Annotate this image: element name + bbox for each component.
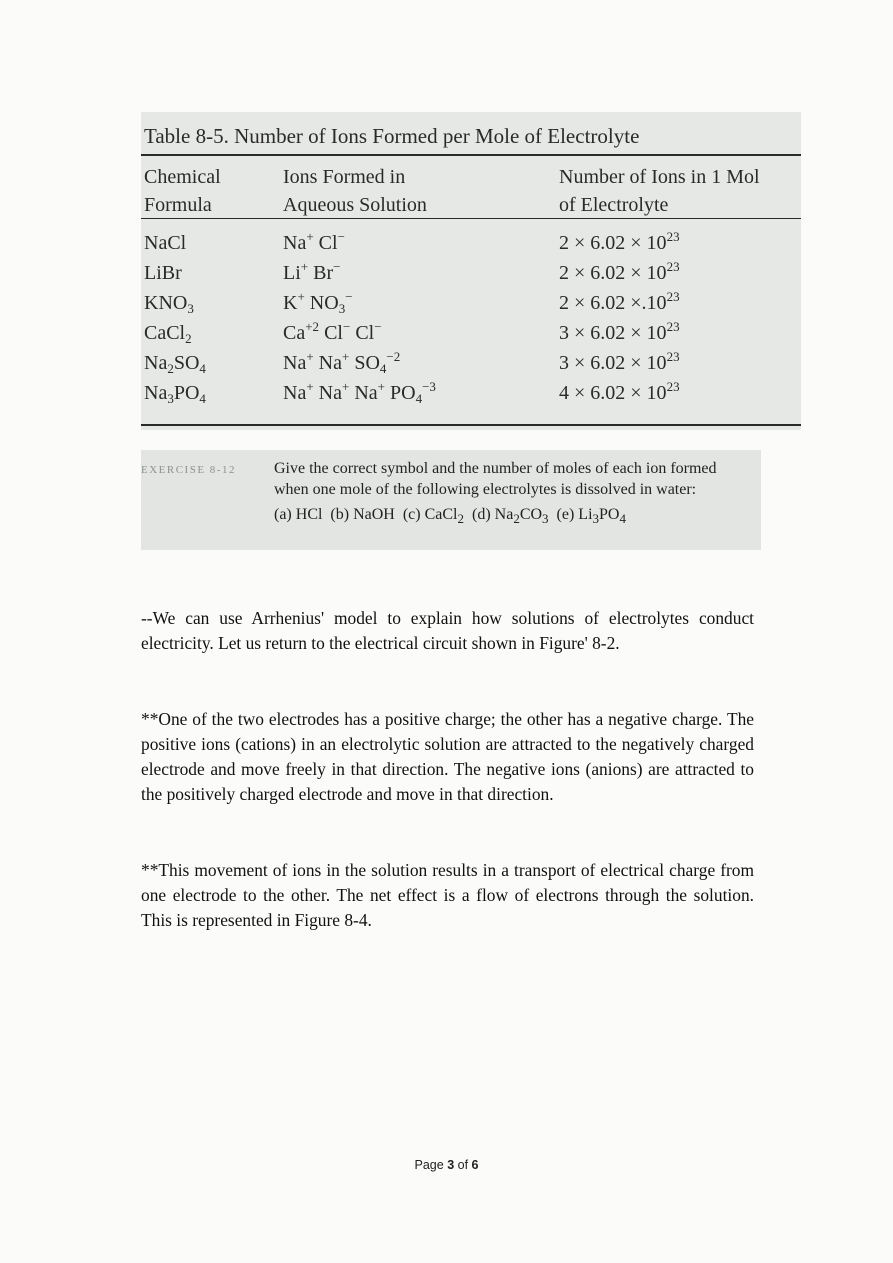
cell-number: $3 \times 6.02 \times 10^{23}$ (559, 319, 680, 344)
header-number-of-ions (559, 163, 760, 219)
table-header-rule (141, 218, 801, 219)
table-8-5 (141, 112, 801, 430)
cell-number: $2 \times 6.02 \times.10^{23}$ (559, 289, 680, 314)
cell-formula: CaCl$_2$ (144, 322, 192, 346)
page-number (0, 1158, 893, 1172)
cell-ions: Li+ Br− (283, 259, 341, 284)
exercise-question: Give the correct symbol and the number of moles of each ion formed when one mole of the following electrolytes is dissolved in water: (274, 460, 717, 498)
cell-number: $3 \times 6.02 \times 10^{23}$ (559, 349, 680, 374)
header-line: Ions Formed in (283, 166, 406, 188)
header-line: Aqueous Solution (283, 194, 427, 216)
table-row (141, 229, 801, 261)
header-line: Number of Ions in 1 Mol (559, 166, 760, 188)
cell-ions: Na+ Cl− (283, 229, 345, 254)
header-line: Formula (144, 194, 212, 216)
cell-formula: LiBr (144, 262, 182, 284)
paragraph-arrhenius: --We can use Arrhenius' model to explain how solutions of electrolytes conduct electricity. Let us return to the electrical circuit shown in Figure' 8-2. (141, 608, 754, 653)
header-line: of Electrolyte (559, 194, 669, 216)
exercise-box (141, 450, 761, 550)
table-row (141, 289, 801, 321)
header-ions-formed (283, 163, 427, 219)
page-label: Page (414, 1158, 448, 1172)
table-row (141, 379, 801, 411)
table-row (141, 319, 801, 351)
total-pages: 6 (471, 1158, 479, 1172)
table-top-rule (141, 154, 801, 156)
table-row (141, 259, 801, 291)
cell-number: $4 \times 6.02 \times 10^{23}$ (559, 379, 680, 404)
cell-formula: $KNO_3$ (144, 292, 194, 316)
cell-formula: NaCl (144, 232, 187, 254)
paragraph-electrodes: **One of the two electrodes has a positive charge; the other has a negative charge. The positive ions (cations) in an electrolytic solution are attracted to the negatively charged electrode and move freely in that direction. The negative ions (anions) are attracted to the positively charged electrode and move in that direction. (141, 709, 754, 804)
table-title: Table 8-5. Number of Ions Formed per Mole of Electrolyte (144, 124, 640, 148)
cell-number: $2 \times 6.02 \times 10^{23}$ (559, 259, 680, 284)
header-chemical-formula (144, 163, 221, 219)
current-page: 3 (447, 1158, 455, 1172)
page-of: of (454, 1158, 472, 1172)
exercise-label: EXERCISE 8-12 (141, 464, 236, 476)
paragraph-ion-movement: **This movement of ions in the solution results in a transport of electrical charge from one electrode to the other. The net effect is a flow of electrons through the solution. This is represented in Figure 8-4. (141, 860, 754, 930)
cell-number: $2 \times 6.02 \times 10^{23}$ (559, 229, 680, 254)
cell-formula: $Na_3PO_4$ (144, 382, 206, 406)
header-line: Chemical (144, 166, 221, 188)
exercise-text (274, 458, 754, 525)
table-bottom-rule (141, 424, 801, 426)
cell-ions: Na+ Na+ $SO_4^{-2}$ (283, 349, 401, 376)
cell-ions: $Ca^{+2}$ Cl− Cl− (283, 319, 382, 344)
exercise-options: (a) HCl (b) NaOH (c) CaCl$_2$ (d) $Na_2CO_3$ (e) $Li_3PO_4$ (274, 506, 626, 526)
cell-formula: $Na_2SO_4$ (144, 352, 206, 376)
cell-ions: Na+ Na+ Na+ $PO_4^{-3}$ (283, 379, 436, 406)
table-row (141, 349, 801, 381)
cell-ions: K+ $NO_3^-$ (283, 289, 353, 316)
